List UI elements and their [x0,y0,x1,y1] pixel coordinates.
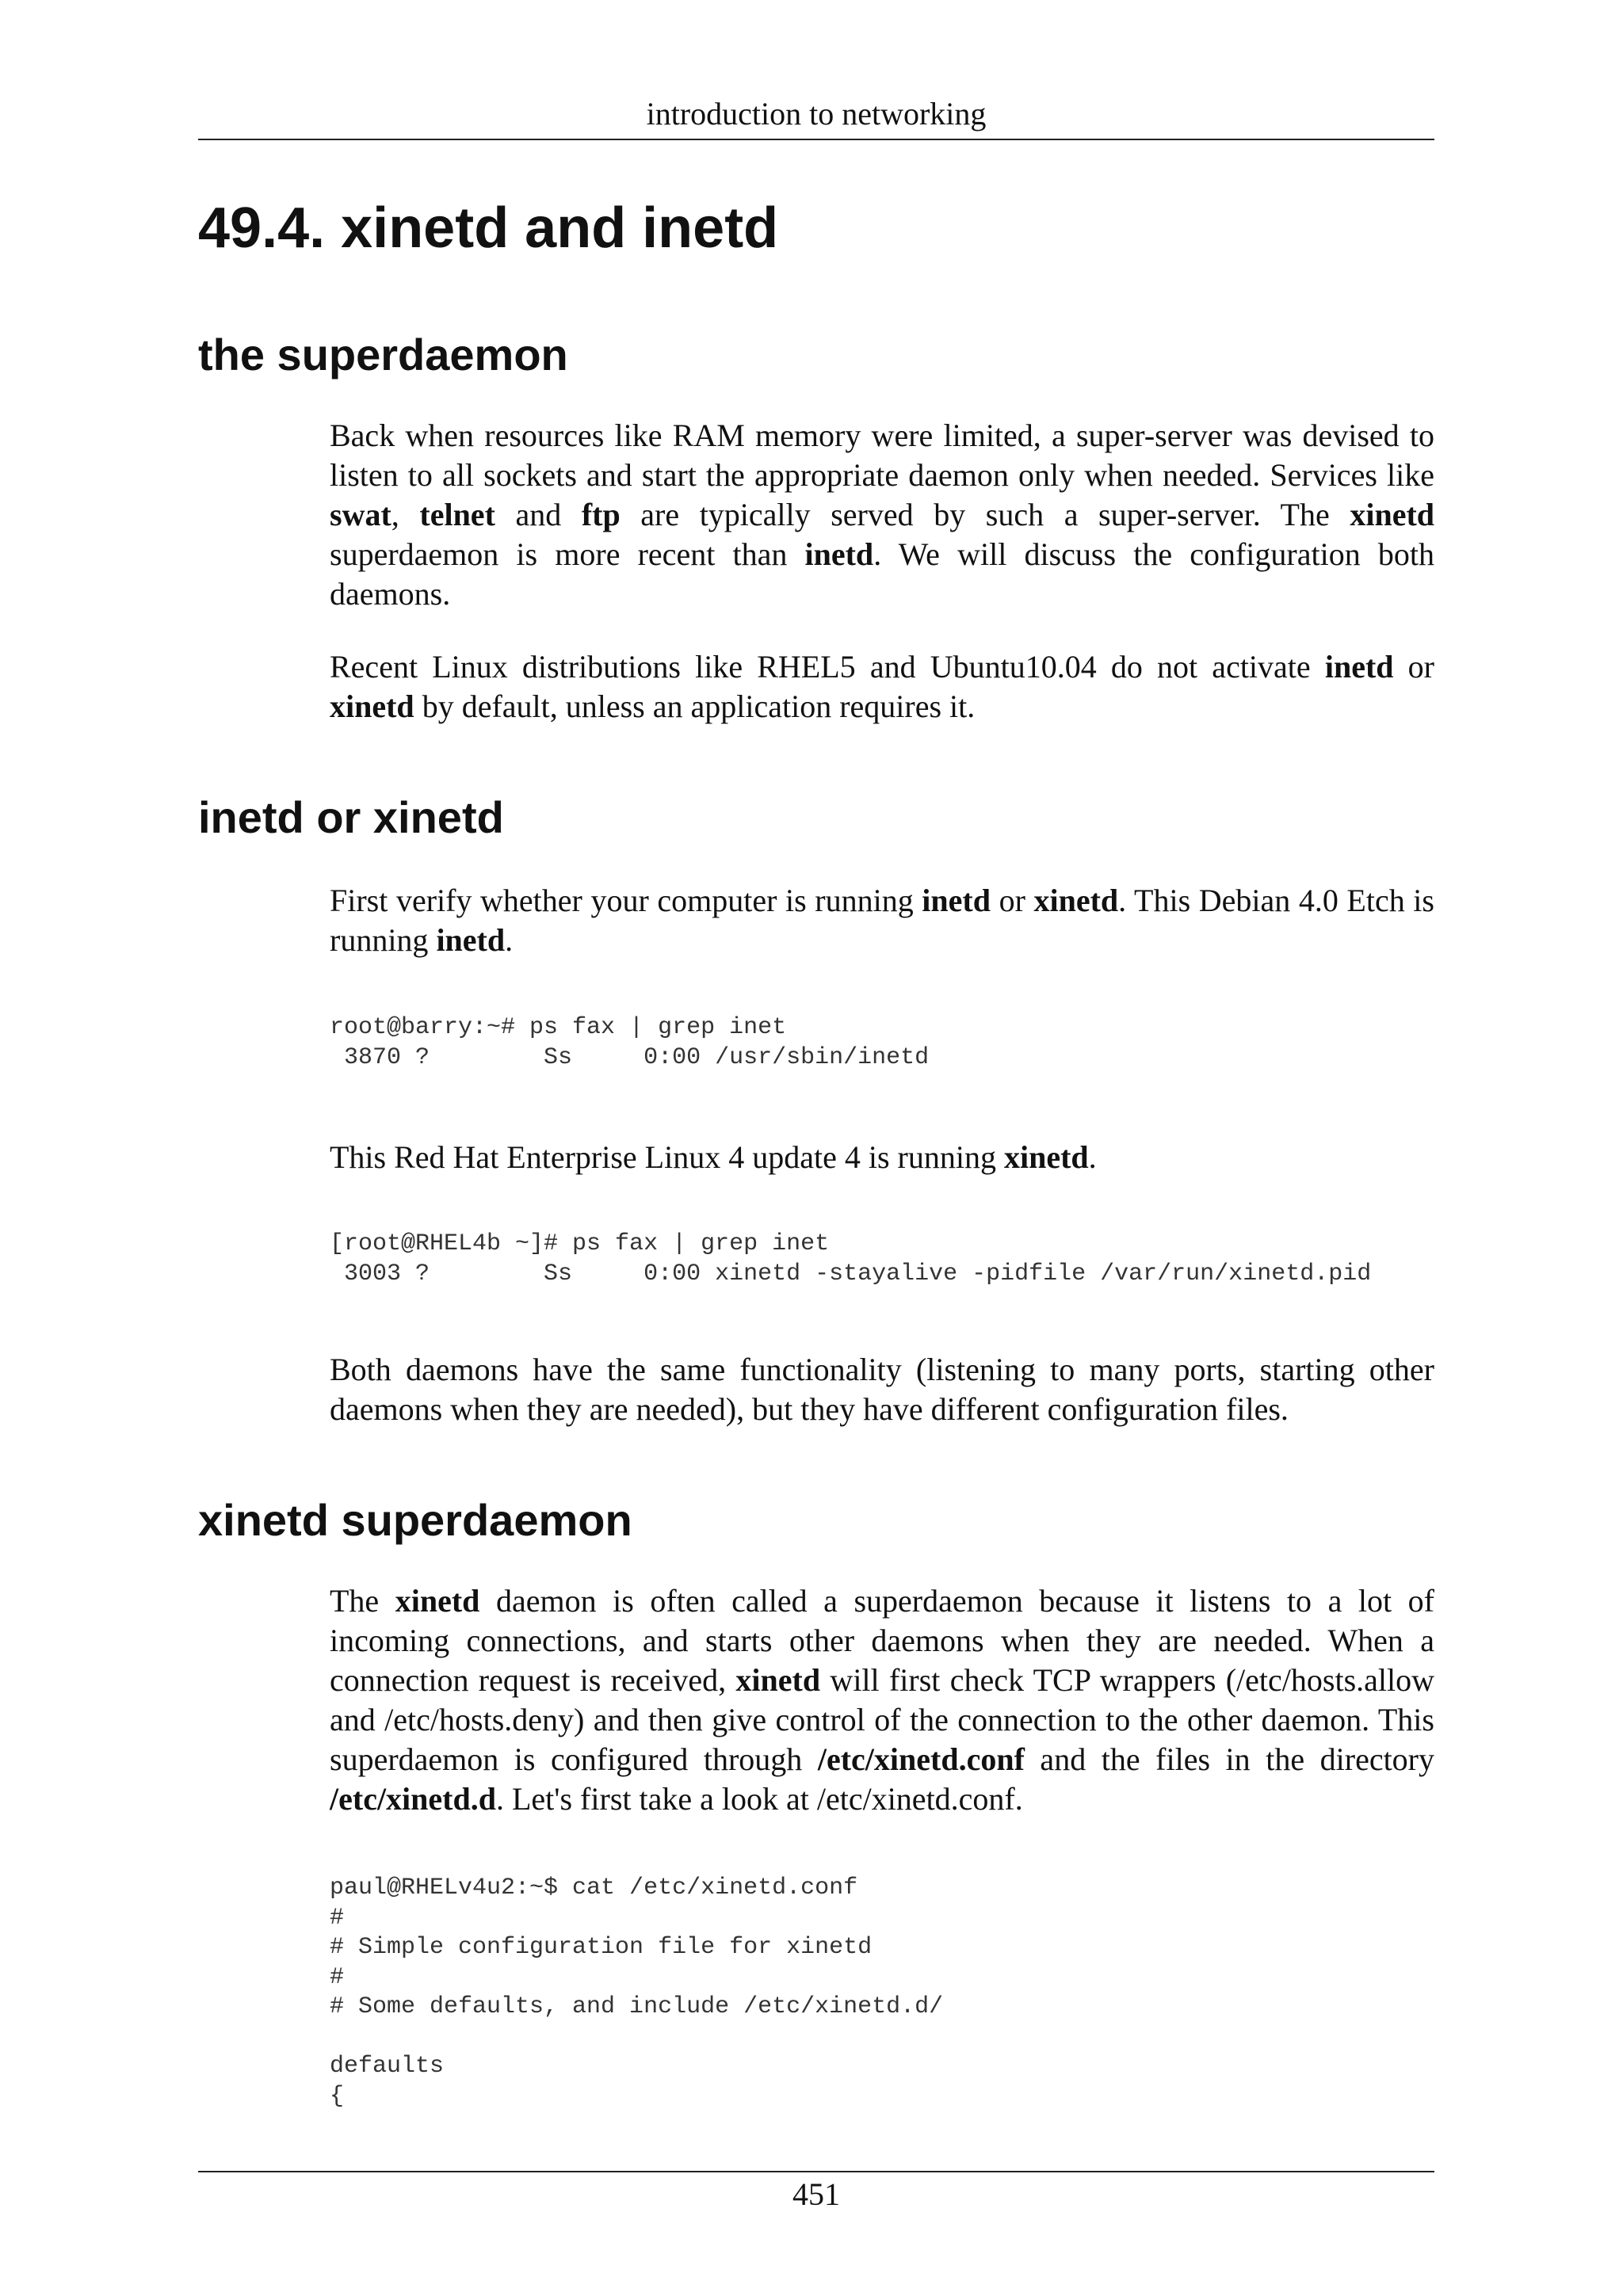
section-title: 49.4. xinetd and inetd [198,196,779,260]
bold-term: xinetd [1350,497,1435,532]
footer-rule [198,2171,1434,2172]
header-rule [198,139,1434,140]
bold-term: inetd [804,536,874,572]
bold-term: inetd [1324,649,1394,685]
bold-term: swat [330,497,391,532]
code-block: root@barry:~# ps fax | grep inet 3870 ? Ss 0:00 /usr/sbin/inetd [330,1014,930,1071]
paragraph: Both daemons have the same functionality (listening to many ports, starting other daemons when they are needed), but they have different configuration files. [330,1352,1434,1427]
bold-term: /etc/xinetd.d [330,1781,496,1817]
subsection-heading-xinetd-superdaemon: xinetd superdaemon [198,1495,632,1545]
code-block: paul@RHELv4u2:~$ cat /etc/xinetd.conf # # Simple configuration file for xinetd # # Some defaults, and include /etc/xinetd.d/ defaults { [330,1875,944,2110]
subsection-heading-inetd-or-xinetd: inetd or xinetd [198,792,504,842]
code-block: [root@RHEL4b ~]# ps fax | grep inet 3003 ? Ss 0:00 xinetd -stayalive -pidfile /var/run/xinetd.pid [330,1230,1372,1287]
bold-term: inetd [436,922,506,958]
page-number: 451 [792,2176,840,2212]
bold-term: /etc/xinetd.conf [817,1741,1025,1777]
running-header: introduction to networking [646,96,987,132]
paragraph: This Red Hat Enterprise Linux 4 update 4 is running xinetd. [330,1139,1097,1175]
bold-term: inetd [922,883,991,918]
paragraph: Recent Linux distributions like RHEL5 and Ubuntu10.04 do not activate inetd or xinetd by default, unless an application requires it. [330,649,1434,724]
bold-term: xinetd [395,1583,480,1619]
bold-term: xinetd [1003,1139,1089,1175]
bold-term: xinetd [735,1662,821,1698]
bold-term: ftp [581,497,621,532]
paragraph: The xinetd daemon is often called a superdaemon because it listens to a lot of incoming connections, and starts other daemons when they are needed. When a connection request is received, xinetd will first check TCP wrappers (/etc/hosts.allow and /etc/hosts.deny) and then give control of the connection to the other daemon. This superdaemon is configured through /etc/xinetd.conf and the files in the directory /etc/xinetd.d. Let's first take a look at /etc/xinetd.conf. [330,1583,1435,1817]
subsection-heading-superdaemon: the superdaemon [198,330,568,379]
bold-term: xinetd [1033,883,1119,918]
paragraph: Back when resources like RAM memory were limited, a super-server was devised to listen to all sockets and start the appropriate daemon only when needed. Services like swat, telnet and ftp are typically served by such a super-server. The xinetd superdaemon is more recent than inetd. We will discuss the configuration both daemons. [330,418,1435,612]
bold-term: telnet [419,497,495,532]
paragraph: First verify whether your computer is running inetd or xinetd. This Debian 4.0 Etch is running inetd. [330,883,1434,958]
bold-term: xinetd [330,688,414,724]
